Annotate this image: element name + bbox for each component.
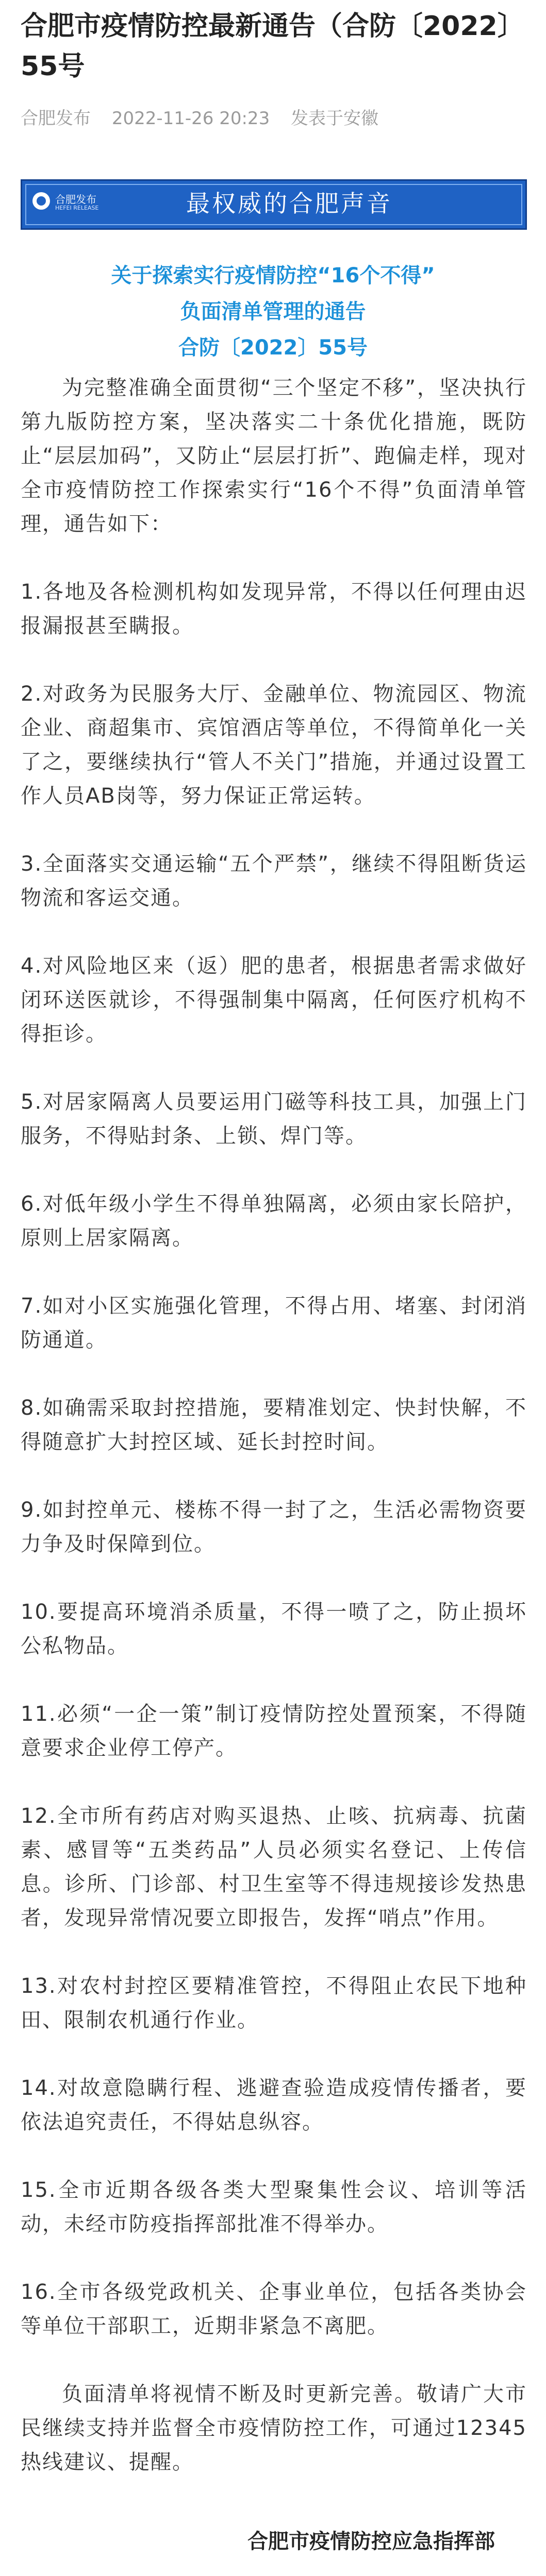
article-datetime: 2022-11-26 20:23 <box>111 108 270 129</box>
paragraph: 为完整准确全面贯彻“三个坚定不移”，坚决执行第九版防控方案，坚决落实二十条优化措施，既防止“层层加码”，又防止“层层打折”、跑偏走样，现对全市疫情防控工作探索实行“16个不得”负面清单管理，通告如下： <box>21 376 527 536</box>
clause-9 <box>21 1493 527 1561</box>
article-meta <box>21 106 394 131</box>
clause-5 <box>21 1085 527 1153</box>
article-location: 发表于安徽 <box>291 108 379 129</box>
clause-15 <box>21 2173 527 2241</box>
article-title: 合肥市疫情防控最新通告（合防〔2022〕55号 <box>21 11 524 82</box>
paragraph: 13.对农村封控区要精准管控，不得阻止农民下地种田、限制农机通行作业。 <box>21 1974 527 2032</box>
closing-paragraph <box>21 2377 527 2479</box>
clause-12 <box>21 1799 527 1935</box>
clause-4 <box>21 949 527 1051</box>
header-banner <box>21 179 527 230</box>
clause-13 <box>21 1969 527 2037</box>
notice-number: 合防〔2022〕55号 <box>178 336 368 360</box>
paragraph: 2.对政务为民服务大厅、金融单位、物流园区、物流企业、商超集市、宾馆酒店等单位，不得简单化一关了之，要继续执行“管人不关门”措施，并通过设置工作人员AB岗等，努力保证正常运转。 <box>21 682 527 808</box>
clause-16 <box>21 2275 527 2343</box>
paragraph: 12.全市所有药店对购买退热、止咳、抗病毒、抗菌素、感冒等“五类药品”人员必须实名登记、上传信息。诊所、门诊部、村卫生室等不得违规接诊发热患者，发现异常情况要立即报告，发挥“哨点”作用。 <box>21 1804 527 1930</box>
paragraph: 8.如确需采取封控措施，要精准划定、快封快解，不得随意扩大封控区域、延长封控时间。 <box>21 1396 527 1454</box>
clause-1 <box>21 575 527 643</box>
article-source[interactable]: 合肥发布 <box>21 108 91 129</box>
paragraph: 16.全市各级党政机关、企事业单位，包括各类协会等单位干部职工，近期非紧急不离肥。 <box>21 2280 527 2338</box>
paragraph: 14.对故意隐瞒行程、逃避查验造成疫情传播者，要依法追究责任，不得姑息纵容。 <box>21 2076 527 2134</box>
clause-6 <box>21 1187 527 1255</box>
paragraph: 7.如对小区实施强化管理，不得占用、堵塞、封闭消防通道。 <box>21 1294 527 1352</box>
paragraph: 15.全市近期各级各类大型聚集性会议、培训等活动，未经市防疫指挥部批准不得举办。 <box>21 2178 527 2236</box>
clause-7 <box>21 1289 527 1357</box>
logo-text: 合肥发布 <box>55 193 96 206</box>
paragraph: 11.必须“一企一策”制订疫情防控处置预案，不得随意要求企业停工停产。 <box>21 1702 527 1760</box>
notice-title-line: 负面清单管理的通告 <box>180 300 366 324</box>
notice-title-line: 关于探索实行疫情防控“16个不得” <box>111 264 435 287</box>
issuer-signature: 合肥市疫情防控应急指挥部 <box>247 2530 495 2553</box>
clause-3 <box>21 847 527 915</box>
paragraph: 负面清单将视情不断及时更新完善。敬请广大市民继续支持并监督全市疫情防控工作，可通过12345热线建议、提醒。 <box>21 2382 527 2474</box>
paragraph: 5.对居家隔离人员要运用门磁等科技工具，加强上门服务，不得贴封条、上锁、焊门等。 <box>21 1090 527 1148</box>
notice-heading <box>0 258 546 366</box>
clause-11 <box>21 1697 527 1765</box>
paragraph: 10.要提高环境消杀质量，不得一喷了之，防止损坏公私物品。 <box>21 1600 527 1658</box>
paragraph: 6.对低年级小学生不得单独隔离，必须由家长陪护，原则上居家隔离。 <box>21 1192 527 1250</box>
paragraph: 9.如封控单元、楼栋不得一封了之，生活必需物资要力争及时保障到位。 <box>21 1498 527 1556</box>
clause-10 <box>21 1595 527 1663</box>
clause-2 <box>21 677 527 813</box>
banner-slogan: 最权威的合肥声音 <box>186 190 392 217</box>
paragraph: 4.对风险地区来（返）肥的患者，根据患者需求做好闭环送医就诊，不得强制集中隔离，任何医疗机构不得拒诊。 <box>21 954 527 1046</box>
clause-8 <box>21 1391 527 1459</box>
logo-subtext: HEFEI RELEASE <box>55 205 99 211</box>
paragraph: 3.全面落实交通运输“五个严禁”，继续不得阻断货运物流和客运交通。 <box>21 852 527 910</box>
clause-14 <box>21 2071 527 2139</box>
intro-paragraph <box>21 371 527 541</box>
paragraph: 1.各地及各检测机构如发现异常，不得以任何理由迟报漏报甚至瞒报。 <box>21 580 527 638</box>
